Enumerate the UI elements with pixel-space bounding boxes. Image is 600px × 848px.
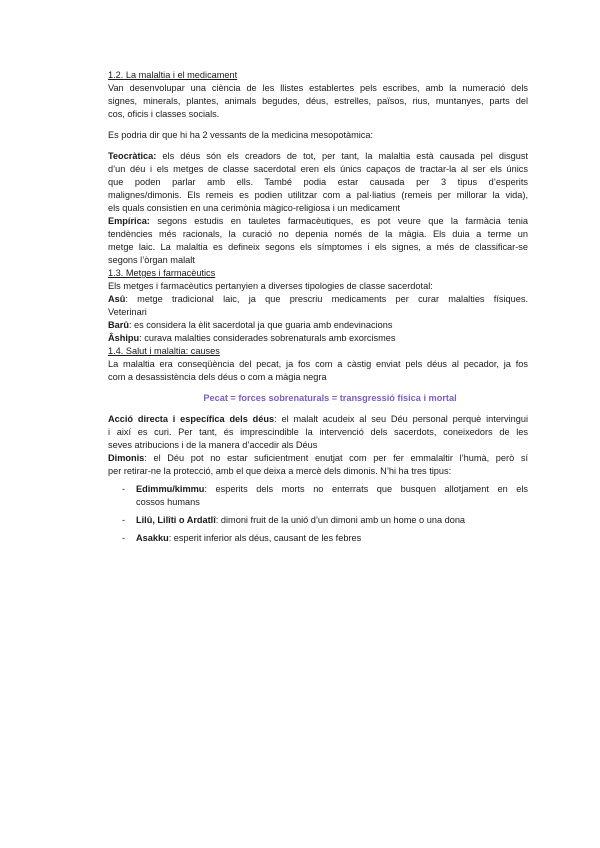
term-ashipu: Âshipu (108, 333, 140, 343)
text-line (136, 532, 528, 545)
text-line: Van desenvolupar una ciència de les llistes establertes pels escribes, amb la numeració dels (108, 83, 528, 93)
definition-text: : dimoni fruit de la unió d’un dimoni amb un home o una dona (215, 515, 466, 525)
text-line: que poden parlar amb ells. També podia estar causada per 3 tipus d’esperits (108, 177, 528, 187)
text-line: per retirar-ne la protecció, amb el que deixa a mercè dels dimonis. N’hi ha tres tipus: (108, 466, 452, 476)
paragraph-vessants: Es podria dir que hi ha 2 vessants de la medicina mesopotàmica: (108, 130, 374, 140)
text-line: seves atribucions i de la manera d’accedir als Déus (108, 440, 318, 450)
definition-text: segons estudis en tauletes farmacèutiques, es pot veure que la farmàcia tenia (149, 216, 528, 226)
term-asu: Asû (108, 294, 126, 304)
list-item (108, 532, 528, 545)
text-line: cossos humans (136, 497, 200, 507)
definition-text: : esperits dels morts no enterrats que busquen allotjament en els (204, 484, 528, 494)
text-line (108, 150, 528, 163)
definition-text: : metge tradicional laic, ja que prescriu medicaments per curar malalties físiques. (125, 294, 528, 304)
paragraph-pecat (108, 358, 528, 384)
term-lilu: Lilû, Lilîti o Ardatlî (136, 515, 216, 525)
text-line: i així es curi. Per tant, és imprescindible la intervenció dels sacerdots, coneixedors de les (108, 427, 528, 437)
list-item (108, 483, 528, 509)
term-asakku: Asakku (136, 533, 169, 543)
text-line (136, 483, 528, 496)
text-line: tendències més racionals, la curació no depenia només de la màgia. Els duia a terme un (108, 229, 528, 239)
text-line (108, 332, 528, 345)
text-line: com a desassistència dels déus o com a màgia negra (108, 372, 327, 382)
definition-text: : curava malalties considerades sobrenaturals amb exorcismes (139, 333, 396, 343)
definition-text: : es considera la èlit sacerdotal ja que guaria amb endevinacions (128, 320, 393, 330)
section-heading-1-2: 1.2. La malaltia i el medicament (108, 70, 238, 80)
definition-text: : el Déu pot no estar suficientment enutjat com per fer emmalaltir l’humà, però sí (144, 453, 528, 463)
term-baru: Barû (108, 320, 129, 330)
text-line: d’un déu i els metges de classe sacerdotal eren els únics capaços de tractar-la al ser els únics (108, 164, 528, 174)
paragraph-tipologies: Els metges i farmacèutics pertanyien a diverses tipologies de classe sacerdotal: (108, 281, 433, 291)
term-dimonis: Dimonis (108, 453, 145, 463)
bullet-dash: - (122, 533, 126, 543)
text-line: els quals consistien en una cerimònia màgico-religiosa i un medicament (108, 203, 401, 213)
bullet-dash: - (122, 515, 126, 525)
bullet-dash: - (122, 484, 126, 494)
definition-text: els déus són els creadors de tot, per tant, la malaltia està causada pel disgust (156, 151, 528, 161)
section-heading-1-3: 1.3. Metges i farmacèutics (108, 268, 216, 278)
definition-text: : esperit inferior als déus, causant de les febres (168, 533, 362, 543)
text-line (108, 215, 528, 228)
definition-text: : el malalt acudeix al seu Déu personal perquè intervingui (274, 414, 528, 424)
text-line: signes, minerals, plantes, animals begudes, déus, estrelles, països, rius, muntanyes, parts del (108, 96, 528, 106)
text-line: malignes/dimonis. Els remeis es podien utilitzar com a pal·liatius (remeis per millorar la vida), (108, 190, 528, 200)
section-heading-1-4: 1.4. Salut i malaltia: causes (108, 346, 220, 356)
formula-pecat: Pecat = forces sobrenaturals = transgressió física i mortal (203, 393, 457, 403)
text-line: segons l’òrgan malalt (108, 255, 195, 265)
text-line (108, 319, 528, 332)
term-empirica: Empírica: (108, 216, 150, 226)
text-line: Veterinari (108, 307, 147, 317)
text-line (136, 514, 528, 527)
text-line: metge laic. La malaltia es defineix segons els símptomes i els signes, a més de classificar-se (108, 242, 528, 252)
paragraph-sciences (108, 82, 528, 121)
document-page (108, 69, 528, 545)
text-line: cos, oficis i classes socials. (108, 109, 220, 119)
text-line (108, 293, 528, 306)
term-accio-directa: Acció directa i específica dels déus (108, 414, 275, 424)
list-item (108, 514, 528, 527)
text-line: La malaltia era conseqüència del pecat, ja fos com a càstig enviat pels déus al pecador, ja fos (108, 359, 528, 369)
term-edimmu: Edimmu/kimmu (136, 484, 205, 494)
text-line (108, 452, 528, 465)
term-teocratica: Teocràtica: (108, 151, 157, 161)
text-line (108, 413, 528, 426)
dimonis-list (108, 483, 528, 545)
